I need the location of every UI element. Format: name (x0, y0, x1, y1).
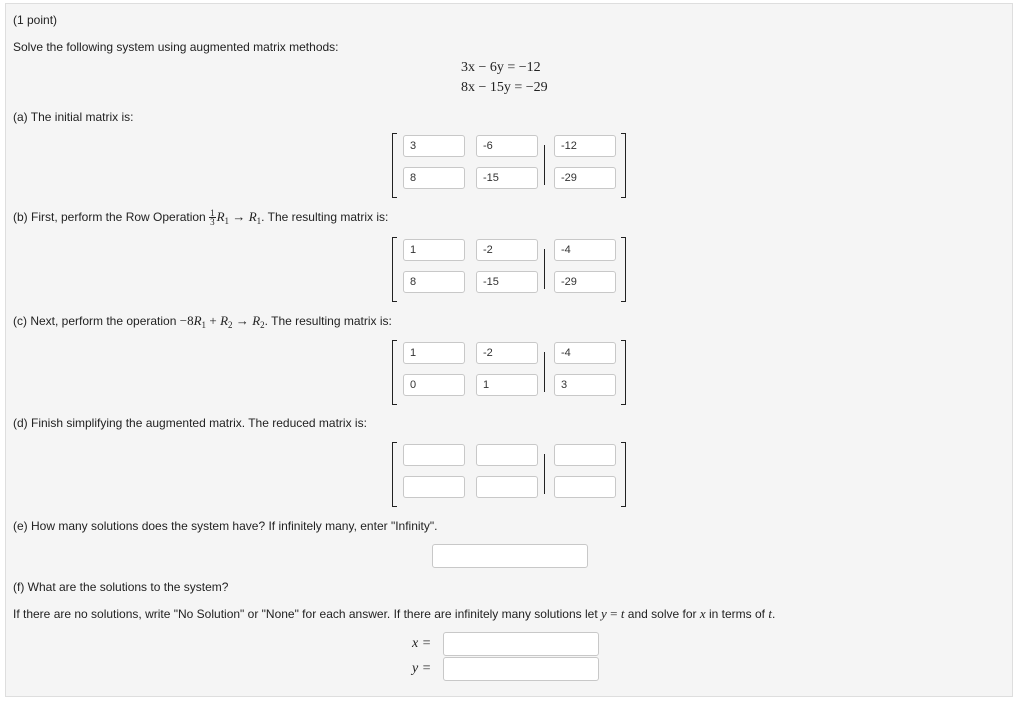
matrix-b-cell-r1c3[interactable] (554, 239, 616, 261)
matrix-b-cell-r2c1[interactable] (403, 271, 465, 293)
augment-bar (544, 454, 545, 494)
matrix-a-cell-r2c3[interactable] (554, 167, 616, 189)
y-label: y = (412, 661, 432, 676)
part-f-note: If there are no solutions, write "No Solution" or "None" for each answer. If there are infinitely many solutions let y = t and solve for x in terms of t. (13, 606, 776, 621)
matrix-d-cell-r1c3[interactable] (554, 444, 616, 466)
part-b-label: (b) First, perform the Row Operation $\frac{1}{3}$ $R_1 \to R_1$. The resulting matrix is: (13, 208, 389, 228)
equation-1: 3x − 6y = −12 (461, 60, 541, 75)
problem-panel (5, 3, 1013, 697)
fraction-one-third: $\frac{1}{3}$ (210, 208, 215, 228)
matrix-b-cell-r2c3[interactable] (554, 271, 616, 293)
right-bracket (621, 442, 626, 507)
x-solution-input[interactable] (443, 632, 599, 656)
solution-count-input[interactable] (432, 544, 588, 568)
arrow-icon: → (232, 209, 246, 224)
part-d-label: (d) Finish simplifying the augmented matrix. The reduced matrix is: (13, 416, 367, 430)
matrix-c-cell-r2c1[interactable] (403, 374, 465, 396)
right-bracket (621, 133, 626, 198)
augment-bar (544, 145, 545, 185)
matrix-a-cell-r2c1[interactable] (403, 167, 465, 189)
instruction-text: Solve the following system using augmented matrix methods: (13, 40, 339, 54)
left-bracket (392, 340, 397, 405)
left-bracket (392, 133, 397, 198)
equation-2: 8x − 15y = −29 (461, 80, 548, 95)
matrix-a-cell-r1c2[interactable] (476, 135, 538, 157)
right-bracket (621, 237, 626, 302)
y-solution-input[interactable] (443, 657, 599, 681)
matrix-a-cell-r1c1[interactable] (403, 135, 465, 157)
matrix-a-cell-r1c3[interactable] (554, 135, 616, 157)
part-c-label: (c) Next, perform the operation $-8R_1 + R_2 \to R_2$. The resulting matrix is: (13, 313, 392, 330)
x-label: x = (412, 636, 432, 651)
matrix-d-cell-r2c3[interactable] (554, 476, 616, 498)
matrix-b-cell-r1c1[interactable] (403, 239, 465, 261)
matrix-b-cell-r1c2[interactable] (476, 239, 538, 261)
matrix-b-cell-r2c2[interactable] (476, 271, 538, 293)
part-a-label: (a) The initial matrix is: (13, 110, 134, 124)
matrix-d-cell-r2c1[interactable] (403, 476, 465, 498)
part-c-prefix: (c) Next, perform the operation (13, 314, 177, 328)
augment-bar (544, 352, 545, 392)
matrix-c-cell-r2c3[interactable] (554, 374, 616, 396)
points-label: (1 point) (13, 13, 58, 27)
matrix-c-cell-r1c2[interactable] (476, 342, 538, 364)
matrix-d-cell-r1c2[interactable] (476, 444, 538, 466)
part-e-label: (e) How many solutions does the system have? If infinitely many, enter "Infinity". (13, 519, 438, 533)
arrow-icon: → (235, 313, 249, 328)
right-bracket (621, 340, 626, 405)
part-f-label: (f) What are the solutions to the system? (13, 580, 229, 594)
matrix-c-cell-r1c1[interactable] (403, 342, 465, 364)
part-c-suffix: . The resulting matrix is: (264, 314, 392, 328)
left-bracket (392, 442, 397, 507)
matrix-a-cell-r2c2[interactable] (476, 167, 538, 189)
matrix-d-cell-r2c2[interactable] (476, 476, 538, 498)
matrix-d-cell-r1c1[interactable] (403, 444, 465, 466)
part-b-prefix: (b) First, perform the Row Operation (13, 210, 206, 224)
augment-bar (544, 249, 545, 289)
part-b-suffix: . The resulting matrix is: (261, 210, 389, 224)
matrix-c-cell-r2c2[interactable] (476, 374, 538, 396)
matrix-c-cell-r1c3[interactable] (554, 342, 616, 364)
left-bracket (392, 237, 397, 302)
